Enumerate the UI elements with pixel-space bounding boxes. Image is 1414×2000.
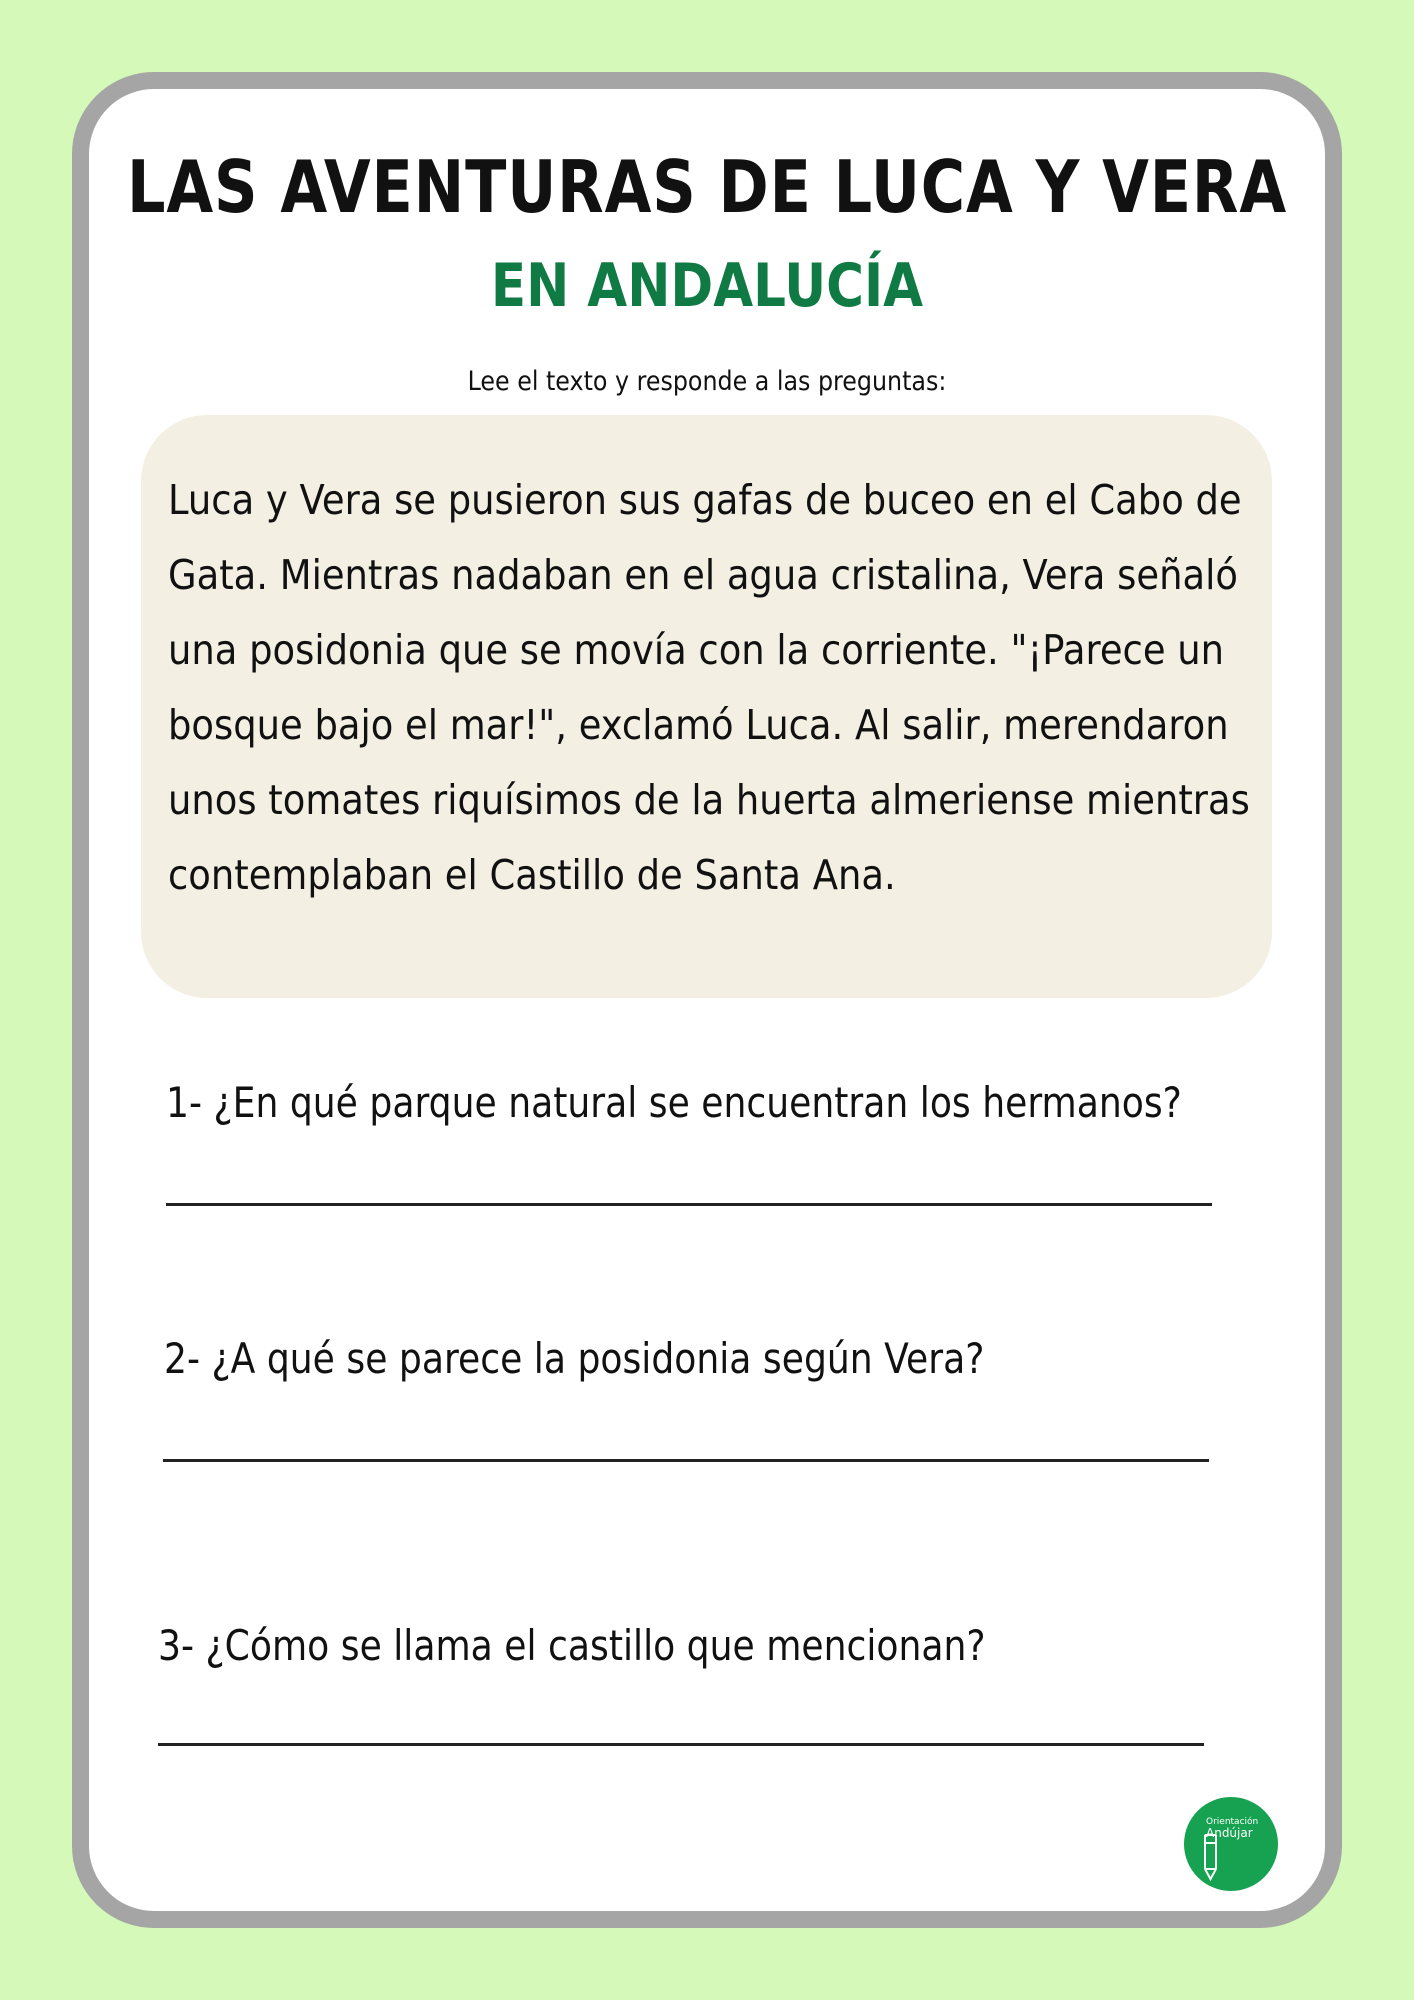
orientacion-andujar-logo [1184,1797,1278,1891]
passage-line: contemplaban el Castillo de Santa Ana. [168,851,896,899]
logo-text-bottom: Andújar [1206,1826,1253,1840]
question-2: 2- ¿A qué se parece la posidonia según Vera? [164,1334,985,1383]
worksheet-title: LAS AVENTURAS DE LUCA Y VERA [127,145,1287,229]
worksheet-subtitle: EN ANDALUCÍA [490,251,924,321]
answer-line-1[interactable] [166,1203,1212,1206]
logo-text-top: Orientación [1206,1817,1259,1827]
question-3: 3- ¿Cómo se llama el castillo que mencionan? [158,1621,986,1670]
pencil-icon [1184,1797,1278,1891]
answer-line-3[interactable] [158,1743,1204,1746]
passage-line: una posidonia que se movía con la corriente. "¡Parece un [168,626,1225,674]
instruction-text: Lee el texto y responde a las preguntas: [467,366,947,397]
passage-line: Luca y Vera se pusieron sus gafas de buceo en el Cabo de [168,476,1242,524]
passage-line: unos tomates riquísimos de la huerta almeriense mientras [168,776,1250,824]
answer-line-2[interactable] [163,1459,1209,1462]
question-1: 1- ¿En qué parque natural se encuentran los hermanos? [166,1078,1182,1127]
passage-line: bosque bajo el mar!", exclamó Luca. Al salir, merendaron [168,701,1229,749]
passage-line: Gata. Mientras nadaban en el agua cristalina, Vera señaló [168,551,1238,599]
